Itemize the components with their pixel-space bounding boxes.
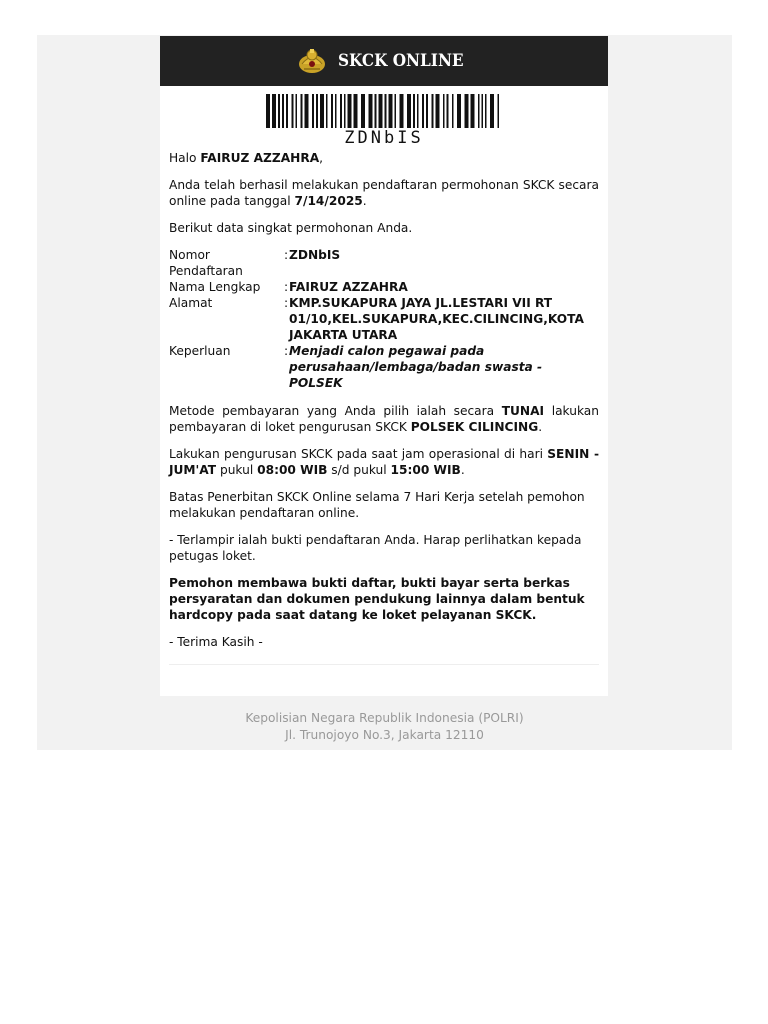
payment-text: . <box>538 420 543 434</box>
barcode-bar <box>266 94 270 128</box>
detail-separator: : <box>284 280 289 294</box>
schedule-text: pukul <box>216 463 258 477</box>
barcode-bar <box>485 94 487 128</box>
intro-paragraph <box>169 177 599 209</box>
schedule-text: . <box>460 463 465 477</box>
detail-row <box>169 295 599 343</box>
barcode-bar <box>436 94 440 128</box>
deadline-paragraph: Batas Penerbitan SKCK Online selama 7 Hari Kerja setelah pemohon melakukan pendaftaran online. <box>169 490 585 520</box>
barcode-bar <box>278 94 280 128</box>
detail-value: Menjadi calon pegawai pada perusahaan/lembaga/badan swasta - POLSEK <box>289 344 543 390</box>
barcode-bar <box>331 94 333 128</box>
detail-row <box>169 279 599 295</box>
barcode-bar <box>369 94 373 128</box>
schedule-text: s/d pukul <box>327 463 391 477</box>
barcode-bar <box>443 94 445 128</box>
divider <box>169 664 599 665</box>
barcode-bar <box>320 94 324 128</box>
detail-row <box>169 247 599 279</box>
notice-paragraph: Pemohon membawa bukti daftar, bukti bayar serta berkas persyaratan dan dokumen pendukung lainnya dalam bentuk hardcopy pada saat datang ke loket pelayanan SKCK. <box>169 576 585 622</box>
schedule-days: SENIN - JUM'AT <box>169 447 600 477</box>
detail-label: Nomor Pendaftaran <box>169 248 243 278</box>
barcode-bar <box>490 94 494 128</box>
detail-value: FAIRUZ AZZAHRA <box>289 280 408 294</box>
barcode-bar <box>361 94 365 128</box>
barcode-bar <box>465 94 469 128</box>
barcode-bar <box>407 94 411 128</box>
closing-text: - Terima Kasih - <box>169 635 263 649</box>
barcode-bar <box>379 94 383 128</box>
detail-value: ZDNbIS <box>289 248 341 262</box>
intro-end: . <box>362 194 367 208</box>
detail-value: KMP.SUKAPURA JAYA JL.LESTARI VII RT 01/10,KEL.SUKAPURA,KEC.CILINCING,KOTA JAKARTA UTARA <box>289 296 584 342</box>
barcode-bar <box>375 94 377 128</box>
schedule-end: 15:00 WIB <box>390 463 461 477</box>
email-background <box>37 35 732 750</box>
payment-office: POLSEK CILINCING <box>410 420 539 434</box>
barcode-bar <box>395 94 397 128</box>
barcode-bar <box>296 94 298 128</box>
barcode-bar <box>447 94 449 128</box>
payment-text: lakukan pembayaran di loket pengurusan SKCK <box>169 404 599 434</box>
barcode-bar <box>417 94 419 128</box>
detail-separator: : <box>284 296 289 310</box>
barcode-bar <box>482 94 484 128</box>
barcode-bar <box>286 94 288 128</box>
detail-row <box>169 343 599 391</box>
schedule-paragraph <box>169 446 599 478</box>
barcode-code: ZDNbIS <box>344 128 424 148</box>
barcode-bar <box>413 94 415 128</box>
email-body <box>160 150 608 650</box>
barcode-bar <box>335 94 337 128</box>
barcode-bar <box>426 94 428 128</box>
detail-label: Nama Lengkap <box>169 280 261 294</box>
email-card <box>160 36 608 696</box>
polri-emblem-icon <box>297 47 327 75</box>
barcode-bar <box>389 94 393 128</box>
barcode-bar <box>326 94 328 128</box>
barcode-bar <box>385 94 387 128</box>
schedule-start: 08:00 WIB <box>257 463 328 477</box>
barcode-bar <box>348 94 352 128</box>
barcode-bar <box>272 94 276 128</box>
schedule-text: Lakukan pengurusan SKCK pada saat jam operasional di hari <box>169 447 548 461</box>
barcode-bar <box>292 94 294 128</box>
barcode-bar <box>344 94 346 128</box>
barcode-bar <box>340 94 342 128</box>
barcode-bar <box>457 94 461 128</box>
greeting-name: FAIRUZ AZZAHRA <box>200 151 320 165</box>
detail-separator: : <box>284 248 289 262</box>
detail-separator: : <box>284 344 289 358</box>
barcode-bar <box>354 94 358 128</box>
payment-paragraph <box>169 403 599 435</box>
email-footer <box>37 710 732 744</box>
intro-text: Anda telah berhasil melakukan pendaftaran permohonan SKCK secara online pada tanggal <box>169 178 599 208</box>
payment-text: Metode pembayaran yang Anda pilih ialah secara <box>169 404 502 418</box>
barcode <box>160 86 608 147</box>
barcode-bar <box>400 94 404 128</box>
attachment-paragraph: - Terlampir ialah bukti pendaftaran Anda. Harap perlihatkan kepada petugas loket. <box>169 533 582 563</box>
summary-title: Berikut data singkat permohonan Anda. <box>169 221 413 235</box>
barcode-bar <box>312 94 314 128</box>
barcode-bar <box>282 94 284 128</box>
footer-organization: Kepolisian Negara Republik Indonesia (POLRI) <box>245 711 524 725</box>
barcode-bar <box>301 94 303 128</box>
payment-method: TUNAI <box>501 404 545 418</box>
barcode-bar <box>316 94 318 128</box>
barcode-bars <box>264 94 504 128</box>
barcode-bar <box>478 94 480 128</box>
barcode-bar <box>452 94 454 128</box>
footer-address: Jl. Trunojoyo No.3, Jakarta 12110 <box>285 728 484 742</box>
email-header <box>160 36 608 86</box>
barcode-bar <box>305 94 309 128</box>
barcode-bar <box>432 94 434 128</box>
barcode-bar <box>422 94 424 128</box>
barcode-bar <box>471 94 475 128</box>
greeting <box>169 150 599 166</box>
barcode-bar <box>498 94 500 128</box>
greeting-suffix: , <box>319 151 324 165</box>
registration-date: 7/14/2025 <box>294 194 363 208</box>
detail-label: Alamat <box>169 296 213 310</box>
brand-title: SKCK ONLINE <box>338 51 464 71</box>
greeting-prefix: Halo <box>169 151 201 165</box>
registration-details <box>169 247 599 391</box>
detail-label: Keperluan <box>169 344 231 358</box>
